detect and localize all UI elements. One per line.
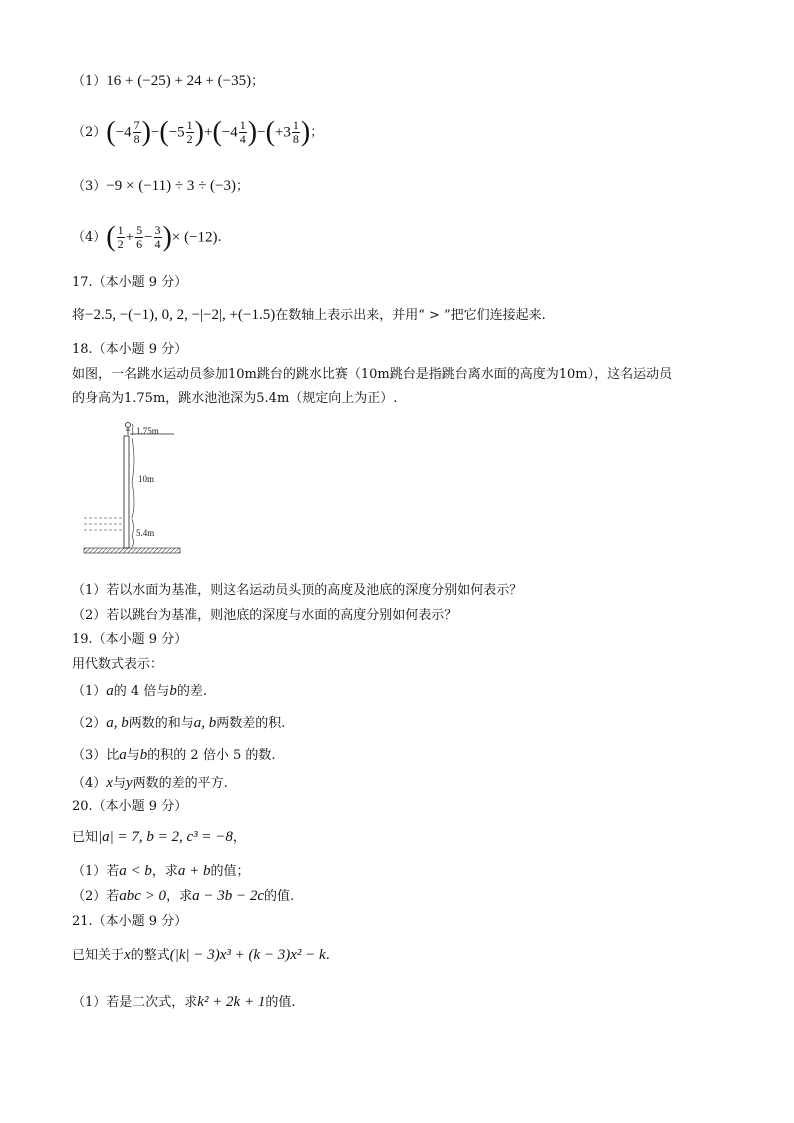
q17-header: 17.（本小题 9 分） — [72, 275, 188, 290]
text: 与 — [126, 748, 140, 763]
math-expression: × (−12) — [171, 229, 218, 246]
q19-header: 19.（本小题 9 分） — [72, 632, 188, 647]
punct: . — [217, 230, 222, 245]
q19-sub3 — [72, 746, 276, 765]
text: 两数的差的平方. — [132, 776, 228, 791]
var: b — [169, 683, 177, 699]
q18-line2: 的身高为1.75m，跳水池池深为5.4m（规定向上为正）. — [72, 391, 398, 406]
q20-given — [72, 828, 246, 847]
part-label: （1） — [72, 74, 107, 89]
text: （3）比 — [72, 748, 120, 763]
q16-part4: （4）( $\frac{1}{2}$ + $\frac{5}{6}$ − $\frac{3}{4}$ )× (−12). — [72, 221, 222, 253]
text: 的整式 — [130, 948, 170, 963]
punct: ； — [310, 125, 324, 140]
var: y — [125, 775, 133, 791]
text: （2） — [72, 716, 107, 731]
math-expression: a < b — [119, 863, 152, 879]
part-label: （4） — [72, 230, 107, 245]
pool-bottom — [84, 548, 180, 553]
q19-sub1 — [72, 682, 207, 701]
text: 的值； — [210, 864, 250, 879]
math-expression: −9 × (−11) ÷ 3 ÷ (−3) — [106, 178, 237, 194]
text: ，求 — [151, 864, 178, 879]
text: 的差. — [176, 684, 207, 699]
q16-part1 — [72, 72, 264, 91]
q19-sub4 — [72, 774, 228, 793]
punct: ； — [251, 74, 265, 89]
text: . — [325, 948, 330, 963]
text: 在数轴上表示出来，并用“ > ”把它们连接起来. — [275, 308, 546, 323]
text: 与 — [112, 776, 126, 791]
part-label: （3） — [72, 179, 107, 194]
q19-intro: 用代数式表示： — [72, 657, 164, 672]
q19-sub2 — [72, 714, 285, 733]
diving-diagram — [82, 420, 192, 560]
math-expression: abc > 0 — [119, 888, 167, 904]
text: 的值. — [263, 889, 295, 904]
platform-tower — [124, 436, 129, 548]
text: 已知关于 — [72, 948, 125, 963]
math-expression: |a| = 7, b = 2, c³ = −8 — [98, 829, 233, 845]
math-expression: (|k| − 3)x³ + (k − 3)x² − k — [169, 947, 326, 963]
label-10m: 10m — [138, 474, 155, 484]
q20-sub2 — [72, 887, 294, 906]
q16-part3 — [72, 177, 249, 196]
var: a — [106, 683, 114, 699]
math-expression: 16 + (−25) + 24 + (−35) — [106, 73, 252, 89]
text: （1）若是二次式，求 — [72, 995, 198, 1010]
text: ，求 — [166, 889, 193, 904]
text: （4） — [72, 776, 107, 791]
math-expression: −2.5, −(−1), 0, 2, −|−2|, +(−1.5) — [85, 307, 276, 323]
text: 的 4 倍与 — [113, 684, 170, 699]
math-expression: a − 3b − 2c — [192, 888, 264, 904]
q21-given — [72, 946, 330, 965]
var: b — [139, 747, 148, 763]
q20-sub1 — [72, 862, 250, 881]
var: a, b — [106, 715, 129, 731]
punct: ； — [236, 179, 250, 194]
q16-part2: （2）(−4 $\frac{7}{8}$ )−(−5 $\frac{1}{2}$ )+(−4 $\frac{1}{4}$ )−(+3 $\frac{1}{8}$ )； — [72, 116, 324, 148]
var: x — [124, 947, 131, 963]
math-expression: k² + 2k + 1 — [197, 994, 266, 1010]
q18-header: 18.（本小题 9 分） — [72, 342, 188, 357]
text: （2）若 — [72, 889, 120, 904]
var: a — [119, 747, 127, 763]
var: a, b — [193, 715, 217, 731]
text: （1）若 — [72, 864, 120, 879]
part-label: （2） — [72, 125, 107, 140]
text: 将 — [72, 308, 86, 323]
math-expression: a + b — [177, 863, 211, 879]
text: 两数的和与 — [128, 716, 194, 731]
text: 的值. — [265, 995, 296, 1010]
text: ， — [232, 830, 246, 845]
label-1-75m: 1.75m — [136, 426, 159, 436]
q20-header: 20.（本小题 9 分） — [72, 799, 188, 814]
q21-header: 21.（本小题 9 分） — [72, 914, 188, 929]
q17-text — [72, 306, 546, 325]
text: 两数差的积. — [216, 716, 286, 731]
q21-sub1 — [72, 993, 295, 1012]
diver-figure — [126, 423, 131, 436]
q18-sub1: （1）若以水面为基准，则这名运动员头顶的高度及池底的深度分别如何表示？ — [72, 583, 523, 598]
label-5-4m: 5.4m — [136, 528, 155, 538]
q18-sub2: （2）若以跳台为基准，则池底的深度与水面的高度分别如何表示？ — [72, 608, 458, 623]
text: 的积的 2 倍小 5 的数. — [147, 748, 276, 763]
text: 已知 — [72, 830, 99, 845]
q18-line1: 如图，一名跳水运动员参加10m跳台的跳水比赛（10m跳台是指跳台离水面的高度为10m），这名运动员 — [72, 367, 673, 382]
text: （1） — [72, 684, 107, 699]
var: x — [106, 775, 113, 791]
